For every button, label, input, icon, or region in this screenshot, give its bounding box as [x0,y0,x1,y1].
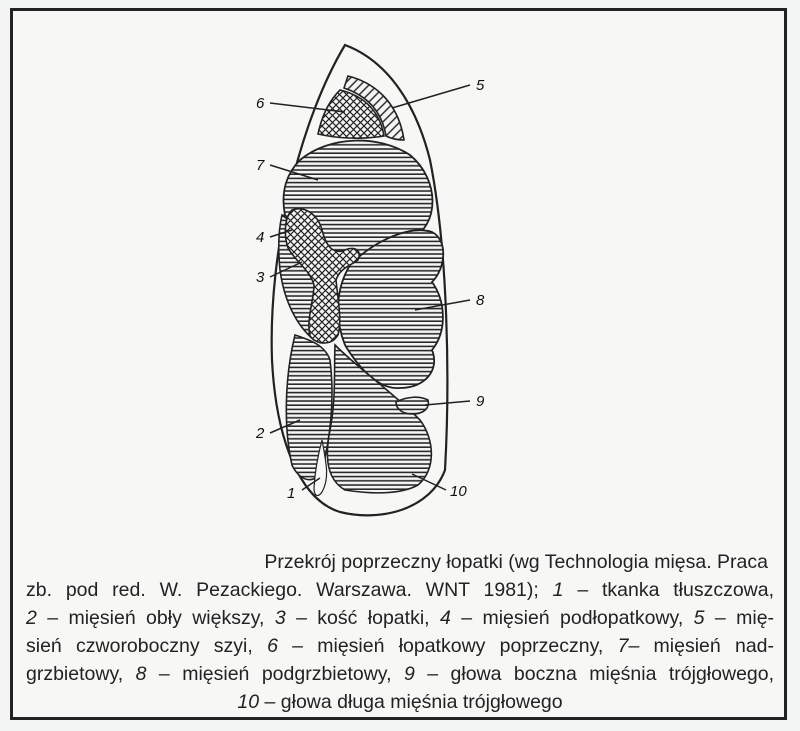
caption-line-3: 2 – mięsień obły większy, 3 – kość łopatki, 4 – mięsień podłopatkowy, 5 – mię- [26,607,775,629]
figure-caption [26,548,774,716]
label-5: 5 [476,77,485,94]
caption-line-2: zb. pod red. W. Pezackiego. Warszawa. WNT 1981); 1 – tkanka tłuszczowa, [26,579,775,601]
label-10: 10 [450,483,467,500]
caption-line-4: sień czworoboczny szyi, 6 – mięsień łopatkowy poprzeczny, 7– mięsień nad- [26,635,775,657]
caption-line-5: grzbietowy, 8 – mięsień podgrzbietowy, 9 – głowa boczna mięśnia trójgłowego, [26,663,775,685]
label-1: 1 [287,485,296,502]
label-9: 9 [476,393,485,410]
muscle-9-triceps-lateral-head [396,397,428,414]
label-3: 3 [256,269,265,286]
label-7: 7 [256,157,265,174]
label-2: 2 [256,425,265,442]
label-4: 4 [256,229,265,246]
caption-line-1: Przekrój poprzeczny łopatki (wg Technologia mięsa. Praca [264,551,768,573]
label-8: 8 [476,292,485,309]
caption-line-6: 10 – głowa długa mięśnia trójgłowego [237,691,563,713]
label-6: 6 [256,95,265,112]
